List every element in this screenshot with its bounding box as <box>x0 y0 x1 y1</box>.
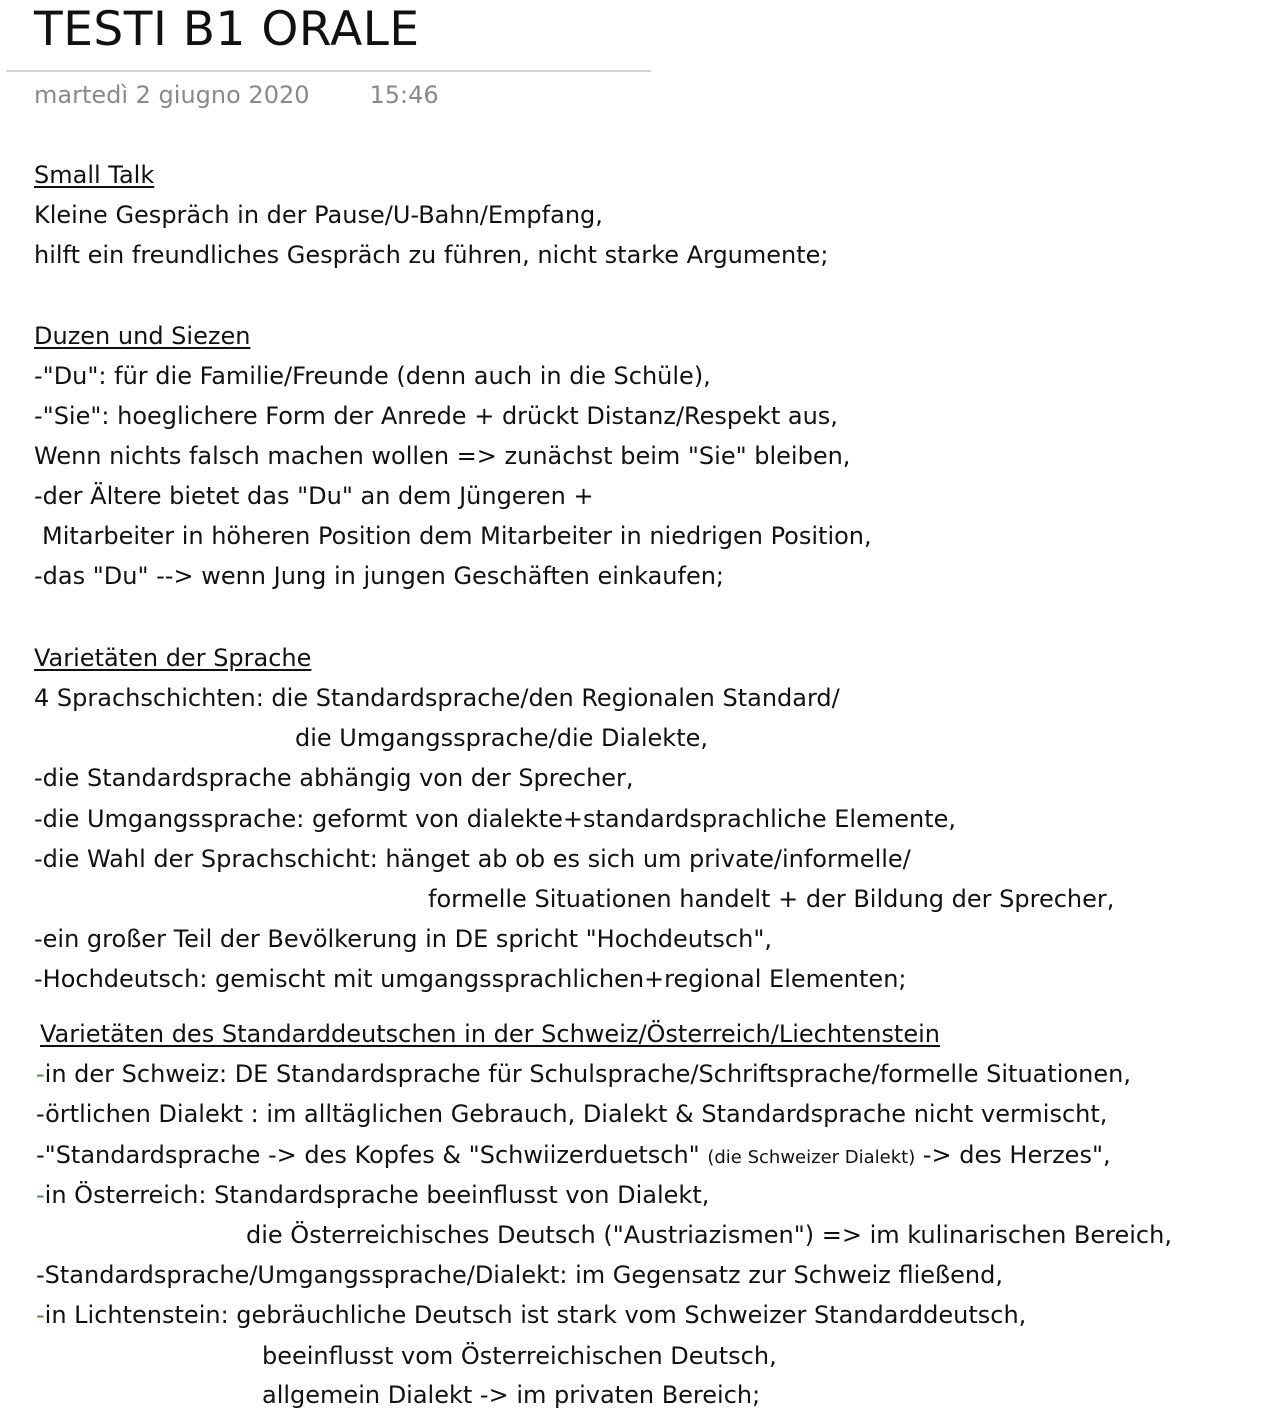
page-time: 15:46 <box>369 81 439 109</box>
page-title: TESTI B1 ORALE <box>34 2 420 57</box>
standarddeutsch-line-2: -örtlichen Dialekt : im alltäglichen Gebrauch, Dialekt & Standardsprache nicht vermischt, <box>36 1100 1108 1128</box>
standarddeutsch-line-7: -in Lichtenstein: gebräuchliche Deutsch ist stark vom Schweizer Standarddeutsch, <box>36 1301 1027 1329</box>
varietaeten-line-5: -die Wahl der Sprachschicht: hänget ab ob es sich um private/informelle/ <box>34 845 911 873</box>
green-dash: - <box>36 1060 45 1088</box>
section-heading-varietaeten: Varietäten der Sprache <box>34 644 312 672</box>
varietaeten-line-3: -die Standardsprache abhängig von der Sprecher, <box>34 764 634 792</box>
standarddeutsch-line-1: -in der Schweiz: DE Standardsprache für Schulsprache/Schriftsprache/formelle Situationen, <box>36 1060 1131 1088</box>
duzen-line-1: -"Du": für die Familie/Freunde (denn auch in die Schüle), <box>34 362 711 390</box>
section-heading-standarddeutsch: Varietäten des Standarddeutschen in der Schweiz/Österreich/Liechtenstein <box>40 1020 940 1048</box>
duzen-line-3: Wenn nichts falsch machen wollen => zunächst beim "Sie" bleiben, <box>34 442 851 470</box>
standarddeutsch-line-8: beeinflusst vom Österreichischen Deutsch, <box>262 1342 777 1370</box>
green-dash: - <box>36 1181 45 1209</box>
duzen-line-4: -der Ältere bietet das "Du" an dem Jüngeren + <box>34 482 594 510</box>
section-heading-duzen: Duzen und Siezen <box>34 322 251 350</box>
varietaeten-line-2: die Umgangssprache/die Dialekte, <box>295 724 708 752</box>
standarddeutsch-line-4: -in Österreich: Standardsprache beeinflusst von Dialekt, <box>36 1181 710 1209</box>
varietaeten-line-1: 4 Sprachschichten: die Standardsprache/den Regionalen Standard/ <box>34 684 840 712</box>
standarddeutsch-line-5: die Österreichisches Deutsch ("Austriazismen") => im kulinarischen Bereich, <box>246 1221 1172 1249</box>
title-divider <box>6 70 651 72</box>
small-note: (die Schweizer Dialekt) <box>707 1147 916 1168</box>
standarddeutsch-line-6: -Standardsprache/Umgangssprache/Dialekt: im Gegensatz zur Schweiz fließend, <box>36 1261 1003 1289</box>
small-talk-line-1: Kleine Gespräch in der Pause/U-Bahn/Empfang, <box>34 201 603 229</box>
section-heading-small-talk: Small Talk <box>34 161 155 189</box>
varietaeten-line-4: -die Umgangssprache: geformt von dialekte+standardsprachliche Elemente, <box>34 805 957 833</box>
small-talk-line-2: hilft ein freundliches Gespräch zu führen, nicht starke Argumente; <box>34 241 829 269</box>
standarddeutsch-line-9: allgemein Dialekt -> im privaten Bereich; <box>262 1381 761 1409</box>
varietaeten-line-7: -ein großer Teil der Bevölkerung in DE spricht "Hochdeutsch", <box>34 925 772 953</box>
duzen-line-5: Mitarbeiter in höheren Position dem Mitarbeiter in niedrigen Position, <box>42 522 872 550</box>
varietaeten-line-8: -Hochdeutsch: gemischt mit umgangssprachlichen+regional Elementen; <box>34 965 907 993</box>
standarddeutsch-line-3: -"Standardsprache -> des Kopfes & "Schwiizerduetsch" (die Schweizer Dialekt) -> des Herzes", <box>36 1141 1111 1169</box>
green-dash: - <box>36 1301 45 1329</box>
duzen-line-6: -das "Du" --> wenn Jung in jungen Geschäften einkaufen; <box>34 562 725 590</box>
page-meta <box>34 78 439 112</box>
page-date: martedì 2 giugno 2020 <box>34 81 310 109</box>
duzen-line-2: -"Sie": hoeglichere Form der Anrede + drückt Distanz/Respekt aus, <box>34 402 838 430</box>
varietaeten-line-6: formelle Situationen handelt + der Bildung der Sprecher, <box>428 885 1115 913</box>
